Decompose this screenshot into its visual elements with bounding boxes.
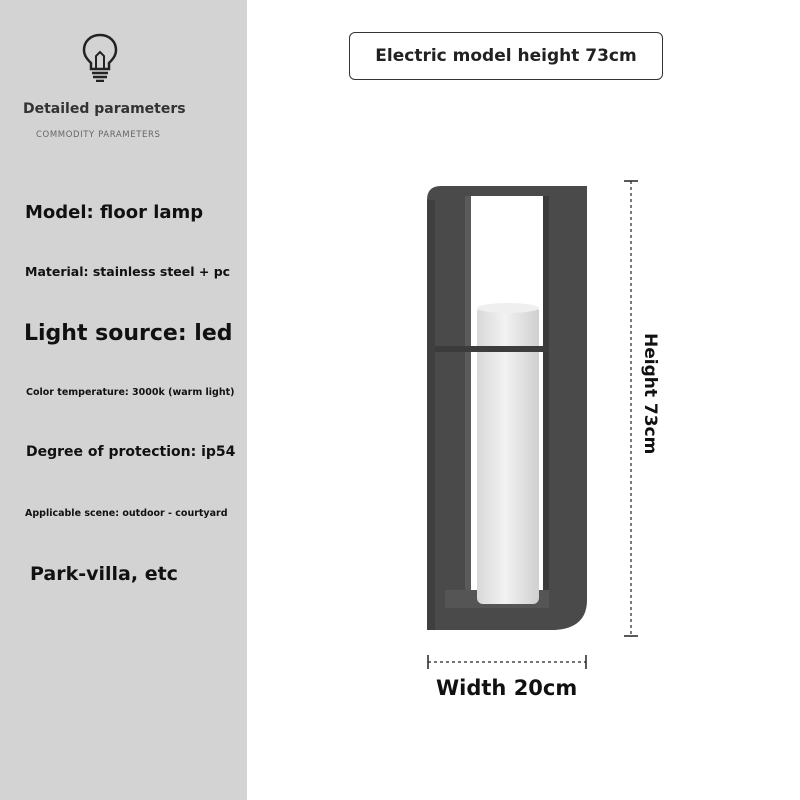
- spec-color-temperature: Color temperature: 3000k (warm light): [26, 387, 235, 398]
- width-dimension-label: Width 20cm: [436, 676, 578, 700]
- spec-light-source: Light source: led: [24, 321, 233, 346]
- page-heading: Electric model height 73cm: [349, 32, 663, 80]
- dimension-lines: [415, 170, 655, 670]
- spec-material: Material: stainless steel + pc: [25, 264, 231, 279]
- sidebar-title: Detailed parameters: [23, 101, 186, 117]
- spec-model: Model: floor lamp: [25, 202, 204, 223]
- spec-places: Park-villa, etc: [30, 563, 178, 585]
- spec-scene: Applicable scene: outdoor - courtyard: [25, 508, 228, 519]
- parameters-sidebar: [0, 0, 247, 800]
- lightbulb-icon: [80, 32, 120, 82]
- spec-protection: Degree of protection: ip54: [26, 444, 236, 460]
- height-dimension-label: Height 73cm: [640, 333, 660, 455]
- sidebar-subtitle: COMMODITY PARAMETERS: [36, 130, 161, 140]
